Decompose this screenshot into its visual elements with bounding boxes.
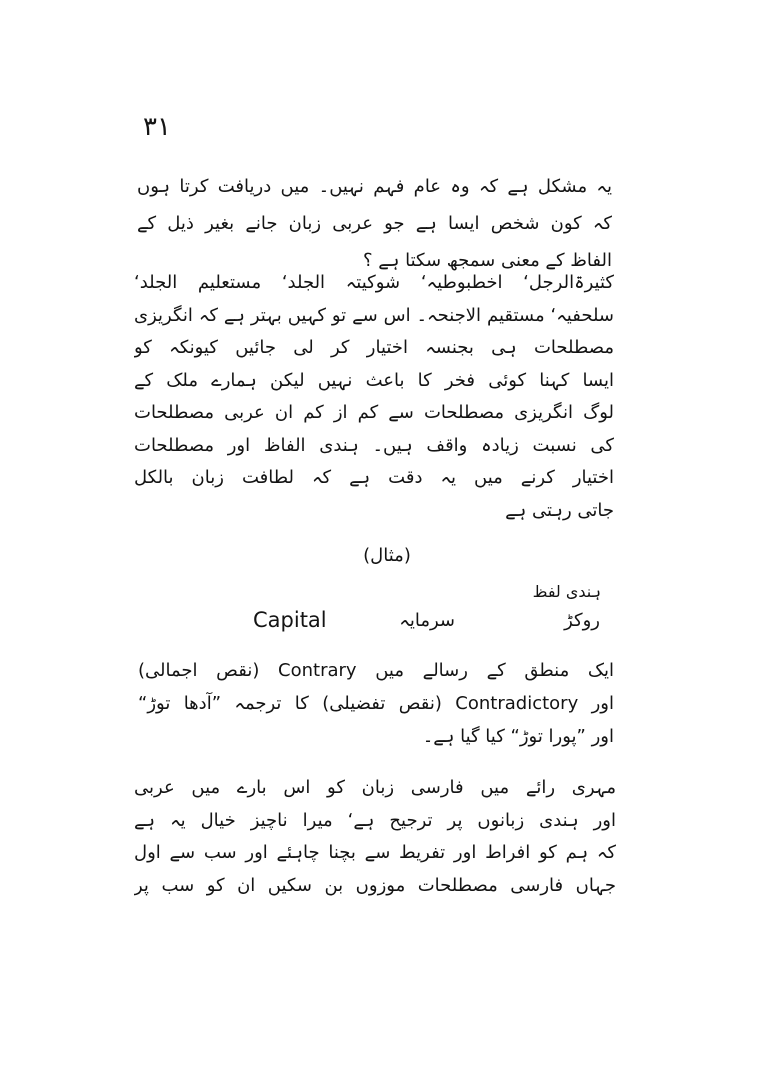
page-number: ۳۱ [143,112,171,142]
english-word: Capital [253,608,327,632]
text-line: لوگ انگریزی مصطلحات سے کم از کم ان عربی مصطلحات [134,402,614,423]
text-line: اور Contradictory (نقص تفضیلی) کا ترجمہ ”آدھا توڑ“ [138,693,614,714]
persian-word: سرمایہ [399,610,455,631]
text-line: ایک منطق کے رسالے میں Contrary (نقص اجمالی) [138,660,614,681]
text-line: مصطلحات ہی بجنسہ اختیار کر لی جائیں کیونکہ کو [134,337,614,358]
text-line: جہاں فارسی مصطلحات موزوں بن سکیں ان کو سب پر [134,874,616,896]
text-line: ایسا کہنا کوئی فخر کا باعث نہیں لیکن ہمارے ملک کے [134,369,614,391]
text-line: اور ”پورا توڑ“ کیا گیا ہے۔ [422,726,614,747]
text-line: یہ مشکل ہے کہ وہ عام فہم نہیں۔ میں دریافت کرتا ہوں [137,176,612,197]
text-line: الفاظ کے معنی سمجھ سکتا ہے ؟ [363,250,612,271]
text-line: کثیرۃالرجل‘ اخطبوطیہ‘ شوکیتہ الجلد‘ مستعلیم الجلد‘ [134,272,614,293]
paragraph-3 [138,654,614,753]
hindi-word: روکڑ [564,610,600,631]
paragraph-2 [134,267,614,527]
text-line: سلحفیہ‘ مستقیم الاجنحہ۔ اس سے تو کہیں بہتر ہے کہ انگریزی [134,304,614,326]
text-line: مہری رائے میں فارسی زبان کو اس بارے میں عربی [134,777,616,798]
text-line: کہ کون شخص ایسا ہے جو عربی زبان جانے بغیر ذیل کے [137,213,612,234]
paragraph-4 [134,772,616,902]
example-row [140,606,600,640]
text-line: اختیار کرنے میں یہ دقت ہے کہ لطافت زبان بالکل [134,467,614,488]
hindi-word-label: ہندی لفظ [532,582,601,601]
text-line: کہ ہم کو افراط اور تفریط سے بچنا چاہئے اور سب سے اول [134,842,616,863]
text-line: اور ہندی زبانوں پر ترجیح ہے‘ میرا ناچیز خیال یہ ہے [134,809,616,831]
text-line: جاتی رہتی ہے [505,499,614,521]
text-line: کی نسبت زیادہ واقف ہیں۔ ہندی الفاظ اور مصطلحات [134,434,614,456]
example-heading: (مثال) [363,545,411,566]
paragraph-1 [137,168,612,279]
